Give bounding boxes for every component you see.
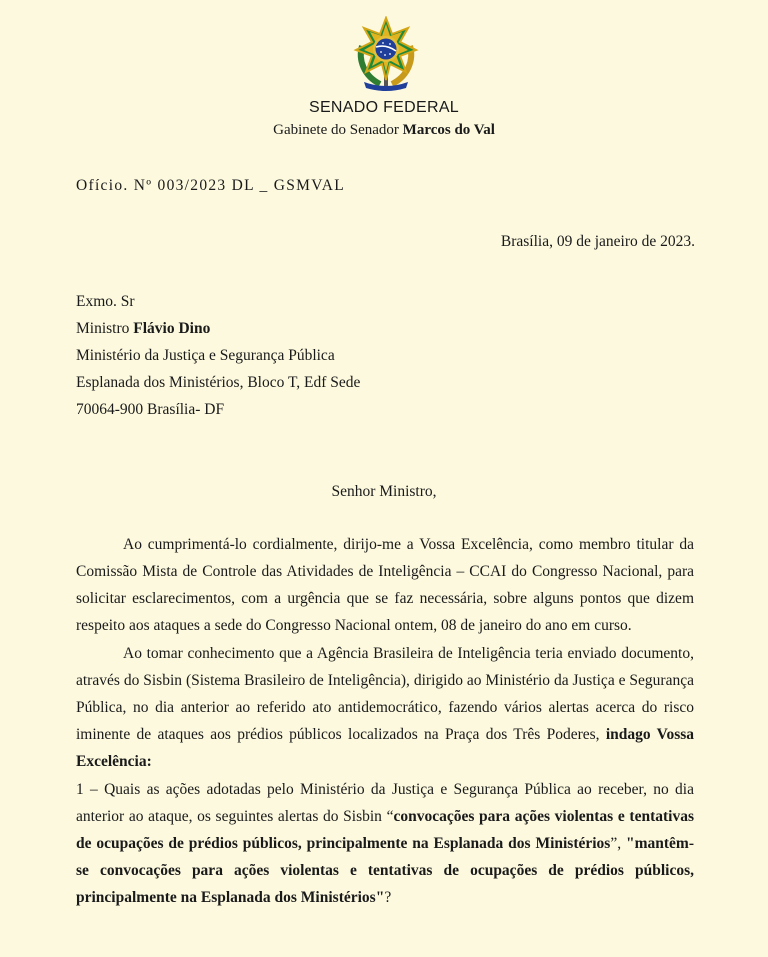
paragraph-1	[76, 531, 694, 639]
recipient-address: Esplanada dos Ministérios, Bloco T, Edf Sede	[76, 374, 361, 391]
institution-title: SENADO FEDERAL	[308, 99, 459, 116]
letter-date: Brasília, 09 de janeiro de 2023.	[500, 233, 695, 250]
recipient-ministry: Ministério da Justiça e Segurança Pública	[76, 347, 335, 364]
recipient-honorific: Exmo. Sr	[76, 293, 135, 310]
paragraph-2-text	[76, 640, 694, 775]
recipient-name-line	[76, 315, 360, 342]
question-1	[76, 776, 694, 911]
question-1-mid: ”,	[610, 835, 626, 852]
paragraph-2-bold: indago Vossa Excelência:	[76, 726, 695, 770]
brazil-coat-of-arms-icon	[350, 16, 422, 92]
recipient-postal: 70064-900 Brasília- DF	[76, 401, 225, 418]
question-1-text	[76, 776, 694, 911]
paragraph-2	[76, 640, 694, 775]
recipient-block	[76, 288, 360, 423]
recipient-title: Ministro	[76, 320, 134, 337]
question-1-end: ?	[384, 889, 392, 906]
recipient-name: Flávio Dino	[133, 320, 211, 337]
salutation: Senhor Ministro,	[331, 483, 437, 500]
question-1-intro: 1 – Quais as ações adotadas pelo Ministério da Justiça e Segurança Pública ao receber, no dia anterior ao ataque, os seguintes alertas do Sisbin “	[76, 781, 694, 825]
senator-name: Marcos do Val	[402, 122, 495, 138]
question-1-alert-2: "mantêm-se convocações para ações violentas e tentativas de ocupações de prédios públicos, principalmente na Esplanada dos Ministérios"	[76, 835, 694, 906]
paragraph-1-text: Ao cumprimentá-lo cordialmente, dirijo-me a Vossa Excelência, como membro titular da Comissão Mista de Controle das Atividades de Inteligência – CCAI do Congresso Nacional, para solicitar esclarecimentos, com a urgência que se faz necessária, sobre alguns pontos que dizem respeito aos ataques a sede do Congresso Nacional ontem, 08 de janeiro do ano em curso.	[76, 536, 694, 634]
question-1-alert-1: convocações para ações violentas e tentativas de ocupações de prédios públicos, principalmente na Esplanada dos Ministérios	[76, 808, 694, 852]
office-prefix: Gabinete do Senador	[273, 122, 403, 138]
reference-number: Ofício. Nº 003/2023 DL _ GSMVAL	[76, 177, 345, 194]
office-subtitle	[0, 122, 768, 139]
paragraph-2-body: Ao tomar conhecimento que a Agência Brasileira de Inteligência teria enviado documento, através do Sisbin (Sistema Brasileiro de Inteligência), dirigido ao Ministério da Justiça e Segurança Pública, no dia anterior ao referido ato antidemocrático, fazendo vários alertas acerca do risco iminente de ataques aos prédios públicos localizados na Praça dos Três Poderes,	[76, 645, 694, 743]
